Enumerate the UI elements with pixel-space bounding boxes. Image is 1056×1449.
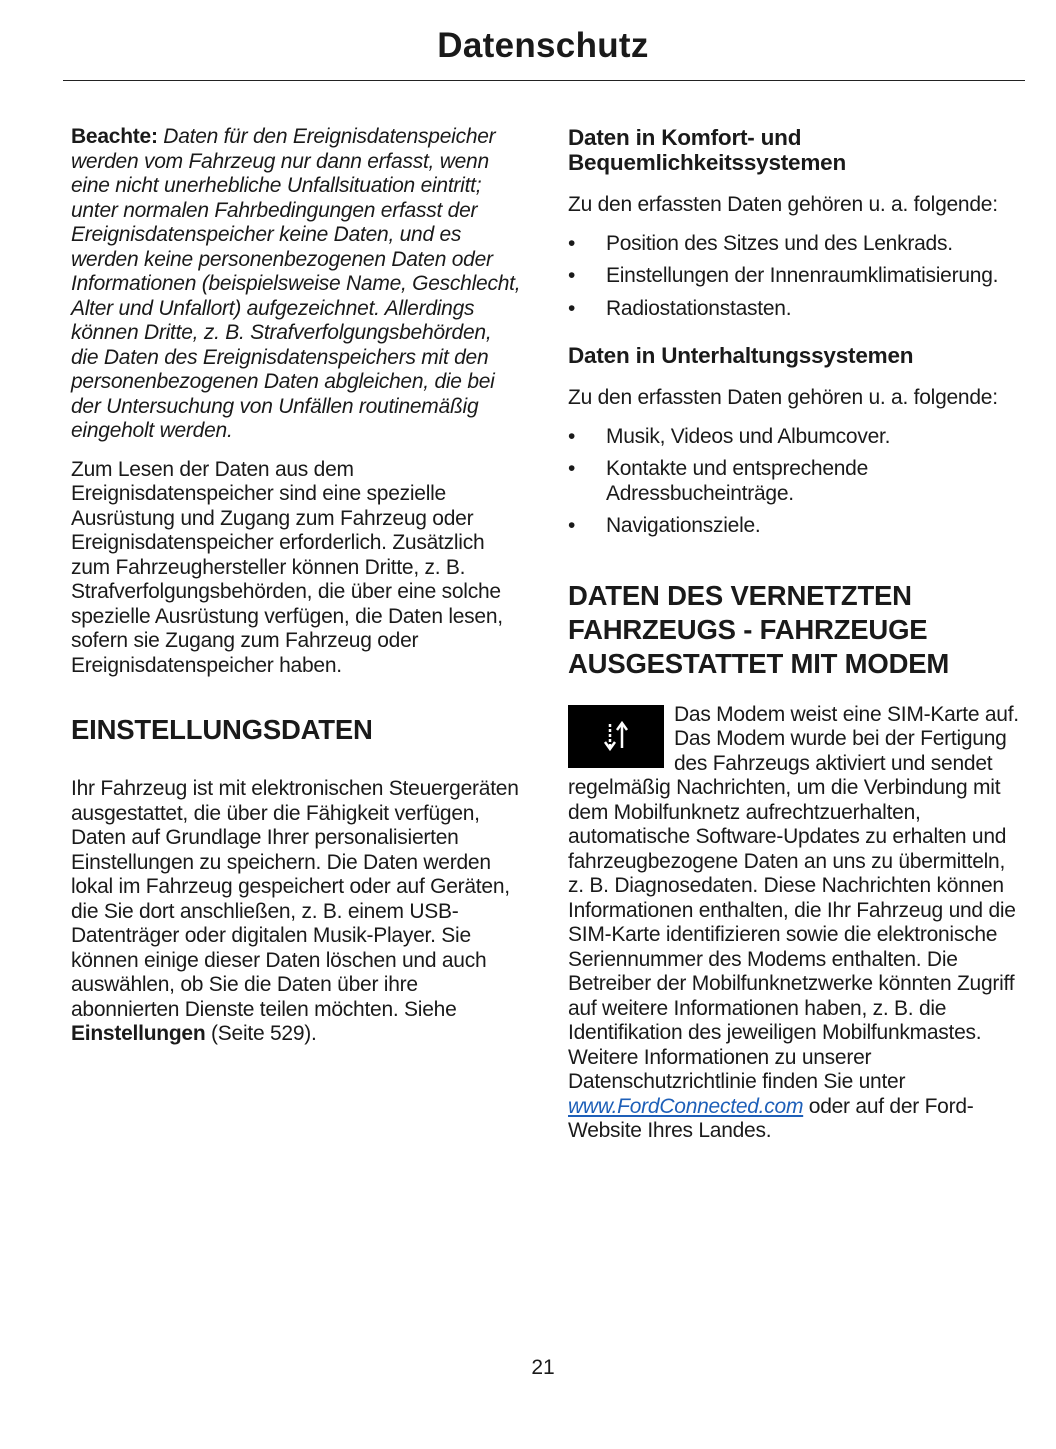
comfort-list	[568, 232, 1020, 322]
list-item: • Navigationsziele.	[568, 514, 761, 537]
title-divider	[63, 80, 1025, 81]
list-item: • Position des Sitzes und des Lenkrads.	[568, 231, 953, 255]
settings-heading: EINSTELLUNGSDATEN	[71, 714, 373, 745]
bullet: •	[568, 231, 576, 255]
ford-connected-link[interactable]: www.FordConnected.com	[568, 1094, 804, 1118]
right-column	[568, 125, 1020, 1158]
note-paragraph	[71, 125, 523, 444]
list-item: • Radiostationstasten.	[568, 296, 792, 320]
settings-paragraph	[71, 777, 523, 1047]
note-label: Beachte:	[71, 125, 158, 148]
bullet: •	[568, 457, 576, 480]
modem-paragraph	[568, 703, 1020, 1144]
reading-paragraph: Zum Lesen der Daten aus dem Ereignisdatenspeicher sind eine spezielle Ausrüstung und Zugang zum Fahrzeug oder Ereignisdatenspeicher erforderlich. Zusätzlich zum Fahrzeughersteller können Dritte, z. B. Strafverfolgungsbehörden, die über eine solche spezielle Ausrüstung verfügen, die Daten lesen, sofern sie Zugang zum Fahrzeug oder Ereignisdatenspeicher haben.	[71, 457, 503, 677]
list-item: • Kontakte und entsprechende Adressbucheinträge.	[568, 457, 869, 505]
entertainment-heading: Daten in Unterhaltungssystemen	[568, 343, 914, 368]
entertainment-intro: Zu den erfassten Daten gehören u. a. folgende:	[568, 386, 998, 409]
modem-section	[568, 703, 1020, 1144]
settings-text: Ihr Fahrzeug ist mit elektronischen Steuergeräten ausgestattet, die über die Fähigkeit verfügen, Daten auf Grundlage Ihrer personalisierten Einstellungen zu speichern. Die Daten werden lokal im Fahrzeug gespeichert oder auf Geräten, die Sie dort anschließen, z. B. einem USB-Datenträger oder digitalen Musik-Player. Sie können einige dieser Daten löschen und auch auswählen, ob Sie die Daten über ihre abonnierten Dienste teilen möchten. Siehe	[71, 777, 519, 1021]
page-number: 21	[531, 1356, 555, 1379]
connected-vehicle-heading: DATEN DES VERNETZTEN FAHRZEUGS - FAHRZEUGE AUSGESTATTET MIT MODEM	[568, 579, 950, 679]
bullet: •	[568, 424, 576, 448]
list-item: • Einstellungen der Innenraumklimatisierung.	[568, 264, 999, 287]
comfort-heading: Daten in Komfort- und Bequemlichkeitssystemen	[568, 125, 847, 175]
comfort-intro: Zu den erfassten Daten gehören u. a. folgende:	[568, 193, 998, 216]
page-title: Datenschutz	[437, 26, 649, 65]
bullet: •	[568, 264, 576, 287]
note-text: Daten für den Ereignisdatenspeicher werden vom Fahrzeug nur dann erfasst, wenn eine nicht unerhebliche Unfallsituation eintritt; unter normalen Fahrbedingungen erfasst der Ereignisdatenspeicher keine Daten, und es werden keine personenbezogenen Daten oder Informationen (beispielsweise Name, Geschlecht, Alter und Unfallort) aufgezeichnet. Allerdings können Dritte, z. B. Strafverfolgungsbehörden, die Daten des Ereignisdatenspeichers mit den personenbezogenen Daten abgleichen, die bei der Untersuchung von Unfällen routinemäßig eingeholt werden.	[71, 125, 521, 442]
modem-text-end: oder auf der Ford-Website Ihres Landes.	[568, 1094, 974, 1142]
left-column	[71, 125, 523, 1061]
list-item: • Musik, Videos und Albumcover.	[568, 424, 891, 448]
settings-page-ref: (Seite 529).	[205, 1022, 317, 1045]
bullet: •	[568, 514, 576, 537]
settings-reference[interactable]: Einstellungen	[71, 1022, 206, 1045]
data-transfer-arrows-icon	[568, 705, 664, 768]
bullet: •	[568, 296, 576, 320]
modem-text: Das Modem weist eine SIM-Karte auf. Das Modem wurde bei der Fertigung des Fahrzeugs aktiviert und sendet regelmäßig Nachrichten, um die Verbindung mit dem Mobilfunknetz aufrechtzuerhalten, automatische Software-Updates zu erhalten und fahrzeugbezogene Daten an uns zu übermitteln, z. B. Diagnosedaten. Diese Nachrichten können Informationen enthalten, die Ihr Fahrzeug und die SIM-Karte identifizieren sowie die elektronische Seriennummer des Modems enthalten. Die Betreiber der Mobilfunknetzwerke könnten Zugriff auf weitere Informationen haben, z. B. die Identifikation des jeweiligen Mobilfunkmastes. Weitere Informationen zu unserer Datenschutzrichtlinie finden Sie unter	[568, 702, 1019, 1093]
entertainment-list	[568, 425, 1020, 539]
